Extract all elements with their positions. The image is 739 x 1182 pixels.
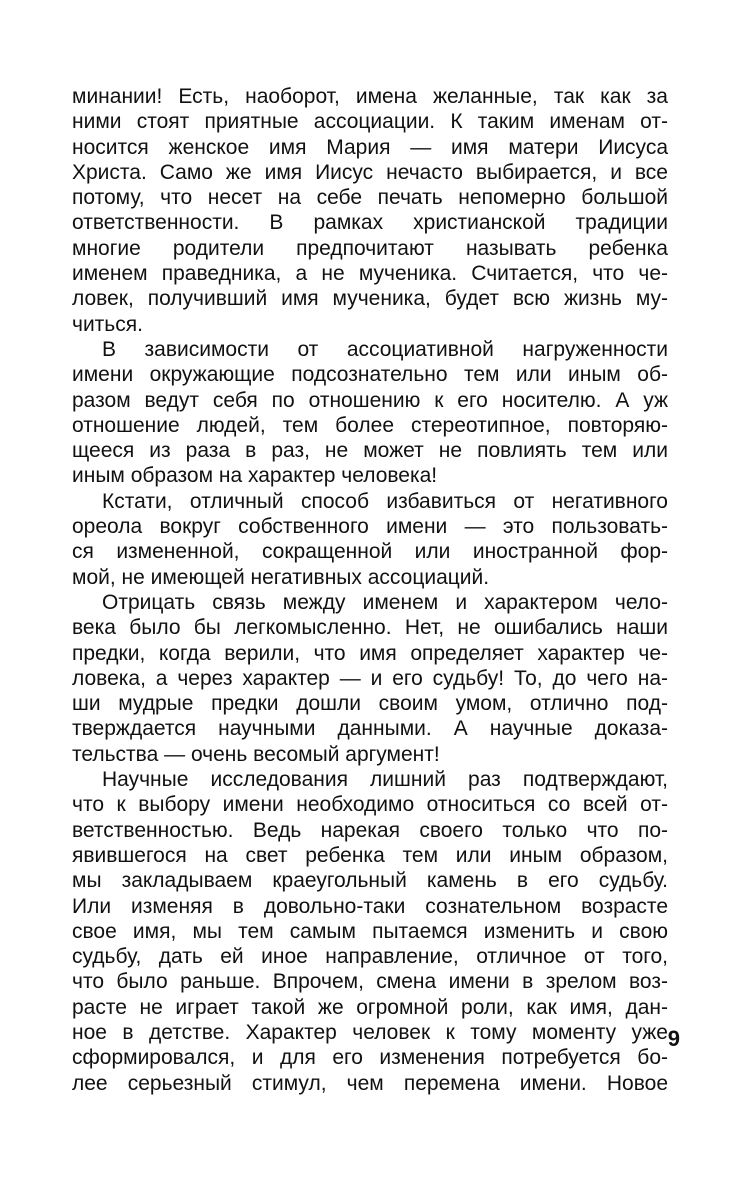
text-line: лее серьезный стимул, чем перемена имени. Новое (72, 1071, 668, 1095)
text-line: Кстати, отличный способ избавиться от негативного (102, 489, 668, 513)
text-line: века было бы легкомысленно. Нет, не ошибались наши (72, 616, 668, 640)
text-line: явившегося на свет ребенка тем или иным образом, (72, 843, 668, 867)
text-line: тверждается научными данными. А научные доказа- (72, 717, 668, 741)
text-line: разом ведут себя по отношению к его носителю. А уж (72, 388, 668, 412)
text-line: Отрицать связь между именем и характером чело- (102, 590, 668, 614)
paragraph-5 (72, 767, 668, 1096)
paragraph-4 (72, 590, 668, 767)
text-line: В зависимости от ассоциативной нагруженности (102, 337, 668, 361)
text-line: свое имя, мы тем самым пытаемся изменить и свою (72, 919, 668, 943)
text-line: ное в детстве. Характер человек к тому моменту уже (72, 1020, 668, 1044)
text-line: мы закладываем краеугольный камень в его судьбу. (72, 869, 668, 893)
paragraph-2 (72, 337, 668, 489)
paragraph-3 (72, 489, 668, 590)
text-line: отношение людей, тем более стереотипное, повторяю- (72, 413, 668, 437)
text-line: ловек, получивший имя мученика, будет всю жизнь му- (72, 287, 668, 311)
text-line: Христа. Само же имя Иисус нечасто выбирается, и все (72, 160, 668, 184)
text-line: ши мудрые предки дошли своим умом, отлично под- (72, 692, 668, 716)
text-line: носится женское имя Мария — имя матери Иисуса (72, 135, 668, 159)
text-line: Научные исследования лишний раз подтверждают, (102, 768, 668, 792)
text-line: ся измененной, сокращенной или иностранной фор- (72, 540, 668, 564)
page-number: 9 (667, 1026, 680, 1051)
text-line: многие родители предпочитают называть ребенка (72, 236, 668, 260)
text-line: потому, что несет на себе печать непомерно большой (72, 186, 668, 210)
text-line: сформировался, и для его изменения потребуется бо- (72, 1046, 668, 1070)
text-line: минании! Есть, наоборот, имена желанные, так как за (72, 85, 668, 108)
text-line: ловека, а через характер — и его судьбу! То, до чего на- (72, 666, 668, 690)
text-line: ними стоят приятные ассоциации. К таким именам от- (72, 110, 668, 134)
text-line: ветственностью. Ведь нарекая своего только что по- (72, 818, 668, 842)
text-line: мой, не имеющей негативных ассоциаций. (72, 565, 490, 589)
text-line: тельства — очень весомый аргумент! (72, 742, 440, 766)
text-line: ответственности. В рамках христианской традиции (72, 211, 668, 235)
text-line: что к выбору имени необходимо относиться со всей от- (72, 793, 668, 817)
text-line: щееся из раза в раз, не может не повлиять тем или (72, 439, 668, 463)
text-line: Или изменяя в довольно-таки сознательном возрасте (72, 894, 668, 918)
page-body (72, 84, 668, 1096)
text-line: ореола вокруг собственного имени — это пользовать- (72, 515, 668, 539)
text-line: судьбу, дать ей иное направление, отличное от того, (72, 945, 668, 969)
text-line: имени окружающие подсознательно тем или иным об- (72, 363, 668, 387)
text-line: иным образом на характер человека! (72, 464, 438, 488)
text-line: расте не играет такой же огромной роли, как имя, дан- (72, 995, 668, 1019)
text-line: именем праведника, а не мученика. Считается, что че- (72, 262, 668, 286)
text-line: что было раньше. Впрочем, смена имени в зрелом воз- (72, 970, 668, 994)
paragraph-1 (72, 84, 668, 337)
text-line: читься. (72, 312, 143, 336)
text-line: предки, когда верили, что имя определяет характер че- (72, 641, 668, 665)
